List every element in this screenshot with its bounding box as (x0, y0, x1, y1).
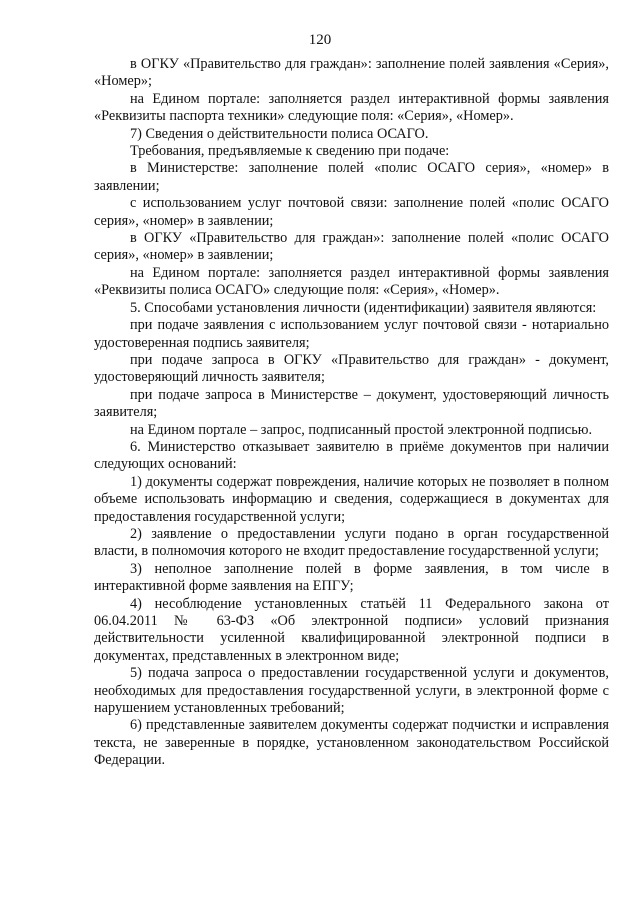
paragraph: в ОГКУ «Правительство для граждан»: заполнение полей «полис ОСАГО серия», «номер» в заявлении; (94, 230, 609, 264)
paragraph: 3) неполное заполнение полей в форме заявления, в том числе в интерактивной форме заявления на ЕПГУ; (94, 560, 609, 595)
paragraph: 5) подача запроса о предоставлении государственной услуги и документов, необходимых для предоставления государственной услуги, в электронной форме с нарушением установленных требований; (94, 665, 609, 717)
paragraph: с использованием услуг почтовой связи: заполнение полей «полис ОСАГО серия», «номер» в заявлении; (94, 195, 609, 229)
paragraph: в Министерстве: заполнение полей «полис ОСАГО серия», «номер» в заявлении; (94, 160, 609, 194)
paragraph: 6. Министерство отказывает заявителю в приёме документов при наличии следующих оснований: (94, 438, 609, 473)
paragraph: при подаче заявления с использованием услуг почтовой связи - нотариально удостоверенная подпись заявителя; (94, 317, 609, 351)
paragraph: 1) документы содержат повреждения, наличие которых не позволяет в полном объеме использовать информацию и сведения, содержащиеся в документах для предоставления государственной услуги; (94, 473, 609, 525)
paragraph: при подаче запроса в Министерстве – документ, удостоверяющий личность заявителя; (94, 386, 609, 421)
paragraph: 4) несоблюдение установленных статьёй 11 Федерального закона от 06.04.2011 № 63-ФЗ «Об электронной подписи» условий признания действительности усиленной квалифицированной электронной подписи в документах, представленных в электронном виде; (94, 595, 609, 664)
paragraph: на Едином портале – запрос, подписанный простой электронной подписью. (130, 421, 593, 438)
page-number: 120 (308, 32, 332, 48)
paragraph: при подаче запроса в ОГКУ «Правительство для граждан» - документ, удостоверяющий личность заявителя; (94, 351, 609, 386)
paragraph: Требования, предъявляемые к сведению при подаче: (130, 143, 450, 160)
paragraph: в ОГКУ «Правительство для граждан»: заполнение полей заявления «Серия», «Номер»; (94, 56, 609, 90)
paragraph: на Едином портале: заполняется раздел интерактивной формы заявления «Реквизиты паспорта техники» следующие поля: «Серия», «Номер». (94, 90, 609, 125)
paragraph: на Едином портале: заполняется раздел интерактивной формы заявления «Реквизиты полиса ОСАГО» следующие поля: «Серия», «Номер». (94, 264, 609, 299)
document-body (94, 56, 609, 770)
paragraph: 6) представленные заявителем документы содержат подчистки и исправления текста, не заверенные в порядке, установленном законодательством Российской Федерации. (94, 717, 609, 769)
paragraph: 7) Сведения о действительности полиса ОСАГО. (130, 125, 429, 142)
paragraph: 2) заявление о предоставлении услуги подано в орган государственной власти, в полномочия которого не входит предоставление государственной услуги; (94, 525, 609, 560)
paragraph: 5. Способами установления личности (идентификации) заявителя являются: (130, 299, 597, 316)
